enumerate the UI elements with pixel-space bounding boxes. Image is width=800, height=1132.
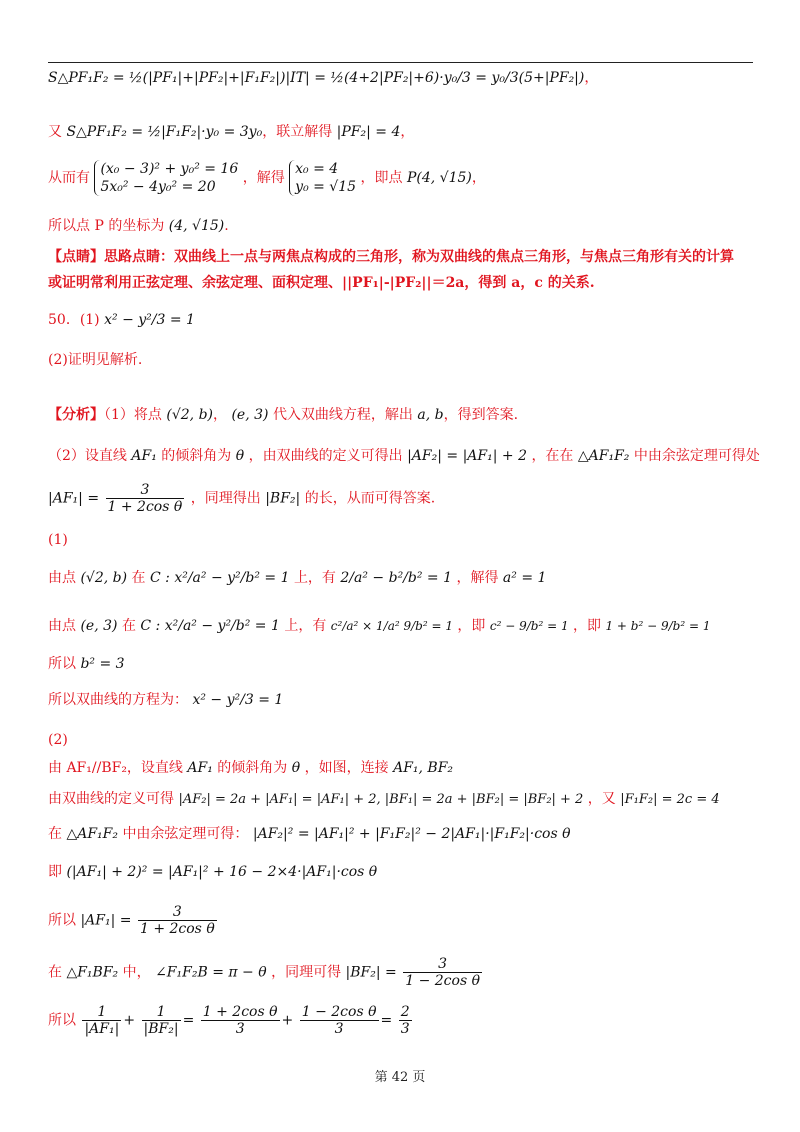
text-you: 又 [48,124,62,140]
punct: . [224,218,229,234]
af1-lhs: |AF₁| = [48,490,100,507]
text-solve: ，联立解得 [262,124,333,140]
hint-line-1 [48,247,734,267]
question-number: 50．(1) [48,312,100,328]
text-thus: 从而有 [48,170,90,186]
pf2-result: |PF₂| = 4 [336,124,401,140]
fraction-denominator: |AF₁| [84,1021,120,1037]
bf2: |BF₂| [265,490,301,507]
analysis-line-3 [48,482,435,515]
analysis-text: （2）设直线 [48,448,127,464]
punct: ， [584,70,599,86]
analysis-text: ，由双曲线的定义可得出 [248,448,403,464]
theta: θ [291,760,301,776]
point: (√2, b) [80,570,128,586]
q50-answer-line [48,310,195,330]
part2-line-3 [48,824,571,844]
text: 所以双曲线的方程为： [48,692,188,708]
fraction-denominator: 1 + 2cos θ [139,921,215,937]
substituted-equation: c²/a² × 1/a² 9/b² = 1 [330,619,453,633]
angle-equation: ∠F₁F₂B = π − θ [155,964,267,981]
text: 中由余弦定理可得： [122,826,249,842]
system-eq-1: (x₀ − 3)² + y₀² = 16 [100,161,239,177]
analysis-text: （1）将点 [104,407,162,423]
af1-lhs: |AF₁| = [80,912,132,929]
text: 在 [48,964,62,981]
coordinate-line [48,216,229,236]
line-af1: AF₁ [187,760,213,776]
triangle: △F₁BF₂ [66,964,119,981]
text: 在 [48,826,62,842]
reciprocal-af1 [82,1004,121,1037]
hint-label: 【点睛】 [48,249,104,265]
fraction-denominator: 1 − 2cos θ [405,973,481,989]
fraction-numerator: 3 [106,482,185,499]
coord-value: (4, √15) [168,218,225,234]
definition-equation: |AF₂| = 2a + |AF₁| = |AF₁| + 2, |BF₁| = 2a + |BF₂| = |BF₂| + 2 [178,792,584,807]
text: 所以 [48,912,76,929]
text-solved: ，解得 [242,170,285,186]
hyperbola-equation: x² − y²/3 = 1 [192,692,284,708]
hint-text-2: 或证明常利用正弦定理、余弦定理、面积定理、||PF₁|-|PF₂||＝2a，得到 a，c 的关系. [48,275,595,291]
text-point: ，即点 [360,170,403,186]
part1-line-1 [48,568,546,588]
part2-line-2 [48,789,720,810]
fraction-3 [201,1004,280,1037]
analysis-line-1 [48,405,518,425]
text: 在 [131,570,146,586]
fraction-denominator: 3 [235,1021,245,1037]
analysis-text: ，在在 [531,448,574,464]
part2-line-1 [48,758,453,778]
hyperbola-result-line [48,690,283,710]
analysis-line-2 [48,446,760,466]
fraction-4 [300,1004,379,1037]
fraction-result [399,1004,412,1037]
part1-line-2 [48,616,710,636]
fraction-numerator: 2 [400,1004,410,1020]
text: 即 [48,864,62,880]
part2-line-7: 所以 $\frac{1}{\text{|AF₁|}}$ + $\frac{1}{\text{|BF₂|}}$ = $\frac{\text{1 + 2cos θ}}{3}$ + $\frac{\text{1 − 2cos θ}}{3}$ = $\frac{2}{3}$ [48,1004,410,1037]
fraction-denominator: 1 + 2cos θ [107,499,183,515]
point-p: P(4, √15) [406,170,472,186]
fraction-numerator: 1 [142,1004,181,1021]
area-alt-line [48,122,414,142]
part2-text: (2) [48,732,68,748]
theta: θ [235,448,245,464]
curve-equation: C : x²/a² − y²/b² = 1 [149,570,290,586]
af1-fraction [138,904,217,937]
text: 由点 [48,618,76,634]
text: 由 AF₁//BF₂，设直线 [48,760,183,776]
q50-part2-line [48,350,142,370]
fraction-denominator: 3 [334,1021,344,1037]
line-af1: AF₁ [131,448,157,464]
text: 的倾斜角为 [217,760,288,776]
point-2: (e, 3) [231,407,269,423]
reciprocal-bf2 [142,1004,181,1037]
punct: ， [400,124,415,140]
curve-equation: C : x²/a² − y²/b² = 1 [140,618,280,634]
cosine-law: |AF₂|² = |AF₁|² + |F₁F₂|² − 2|AF₁|·|F₁F₂|·cos θ [252,826,571,842]
part1-label [48,530,68,550]
text: 由点 [48,570,76,586]
analysis-text-3: ，得到答案. [443,407,519,423]
fraction-numerator: 3 [403,956,482,973]
punct: ， [471,170,486,186]
text: ，解得 [456,570,499,586]
text: 上，有 [293,570,336,586]
point: (e, 3) [80,618,118,634]
analysis-text: 的长，从而可得答案. [304,490,436,507]
bf2-lhs: |BF₂| = [345,964,397,981]
system-line [48,160,486,196]
fraction-numerator: 1 [82,1004,121,1021]
punct: ， [213,407,227,423]
expanded-equation: (|AF₁| + 2)² = |AF₁|² + 16 − 2×4·|AF₁|·cos θ [66,864,378,880]
fraction-numerator: 1 − 2cos θ [301,1004,377,1020]
solution-y: y₀ = √15 [295,179,357,195]
part2-label [48,730,68,750]
analysis-text: 中由余弦定理可得处 [633,448,760,464]
analysis-text-2: 代入双曲线方程，解出 [272,407,413,423]
b-squared-line [48,654,125,674]
text: 所以 [48,656,76,672]
fraction-denominator: 3 [400,1021,410,1037]
hyperbola-equation: x² − y²/3 = 1 [104,312,195,328]
b-squared: b² = 3 [80,656,125,672]
segments: AF₁, BF₂ [393,760,454,776]
area-formula-line [48,68,598,88]
equation-2: c² − 9/b² = 1 [489,619,569,633]
text-coord: 所以点 P 的坐标为 [48,218,165,234]
system-eq-2: 5x₀² − 4y₀² = 20 [100,179,216,195]
header-rule [48,62,753,63]
fraction-numerator: 3 [138,904,217,921]
part2-answer: (2)证明见解析. [48,352,143,368]
hint-text-1: 思路点睛：双曲线上一点与两焦点构成的三角形，称为双曲线的焦点三角形，与焦点三角形有关的计算 [104,249,734,265]
text: ，即 [457,618,486,634]
variables-ab: a, b [417,407,444,423]
text: 上，有 [284,618,327,634]
text: 所以 [48,1012,76,1029]
part1-text: (1) [48,532,68,548]
text: ，如图，连接 [304,760,389,776]
area-alt-formula: S△PF₁F₂ = ½|F₁F₂|·y₀ = 3y₀ [66,124,263,140]
af1-fraction [106,482,185,515]
focal-distance: |F₁F₂| = 2c = 4 [620,792,720,807]
analysis-text: 的倾斜角为 [161,448,232,464]
part2-line-5 [48,904,219,937]
point-1: (√2, b) [166,407,213,423]
text: ，同理可得 [271,964,342,981]
af2-equation: |AF₂| = |AF₁| + 2 [407,448,527,464]
equation-system [94,160,238,196]
page-number: 第 42 页 [374,1070,426,1085]
solution-system [289,160,356,196]
equation-3: 1 + b² − 9/b² = 1 [605,619,711,633]
text: 由双曲线的定义可得 [48,791,174,807]
text: ，又 [587,791,616,807]
fraction-numerator: 1 + 2cos θ [202,1004,278,1020]
a-squared-result: a² = 1 [502,570,547,586]
triangle: △AF₁F₂ [577,448,630,464]
triangle: △AF₁F₂ [66,826,118,842]
text: 中， [122,964,151,981]
fraction-denominator: |BF₂| [143,1021,179,1037]
hint-line-2 [48,273,595,293]
solution-x: x₀ = 4 [295,161,339,177]
part2-line-6 [48,956,484,989]
text: 在 [121,618,136,634]
substituted-equation: 2/a² − b²/b² = 1 [340,570,453,586]
text: ，即 [573,618,602,634]
part2-line-4 [48,862,377,882]
bf2-fraction [403,956,482,989]
area-formula: S△PF₁F₂ = ½(|PF₁|+|PF₂|+|F₁F₂|)|IT| = ½(4+2|PF₂|+6)·y₀/3 = y₀/3(5+|PF₂|) [48,70,585,86]
analysis-text: ，同理得出 [190,490,261,507]
analysis-label: 【分析】 [48,407,104,423]
